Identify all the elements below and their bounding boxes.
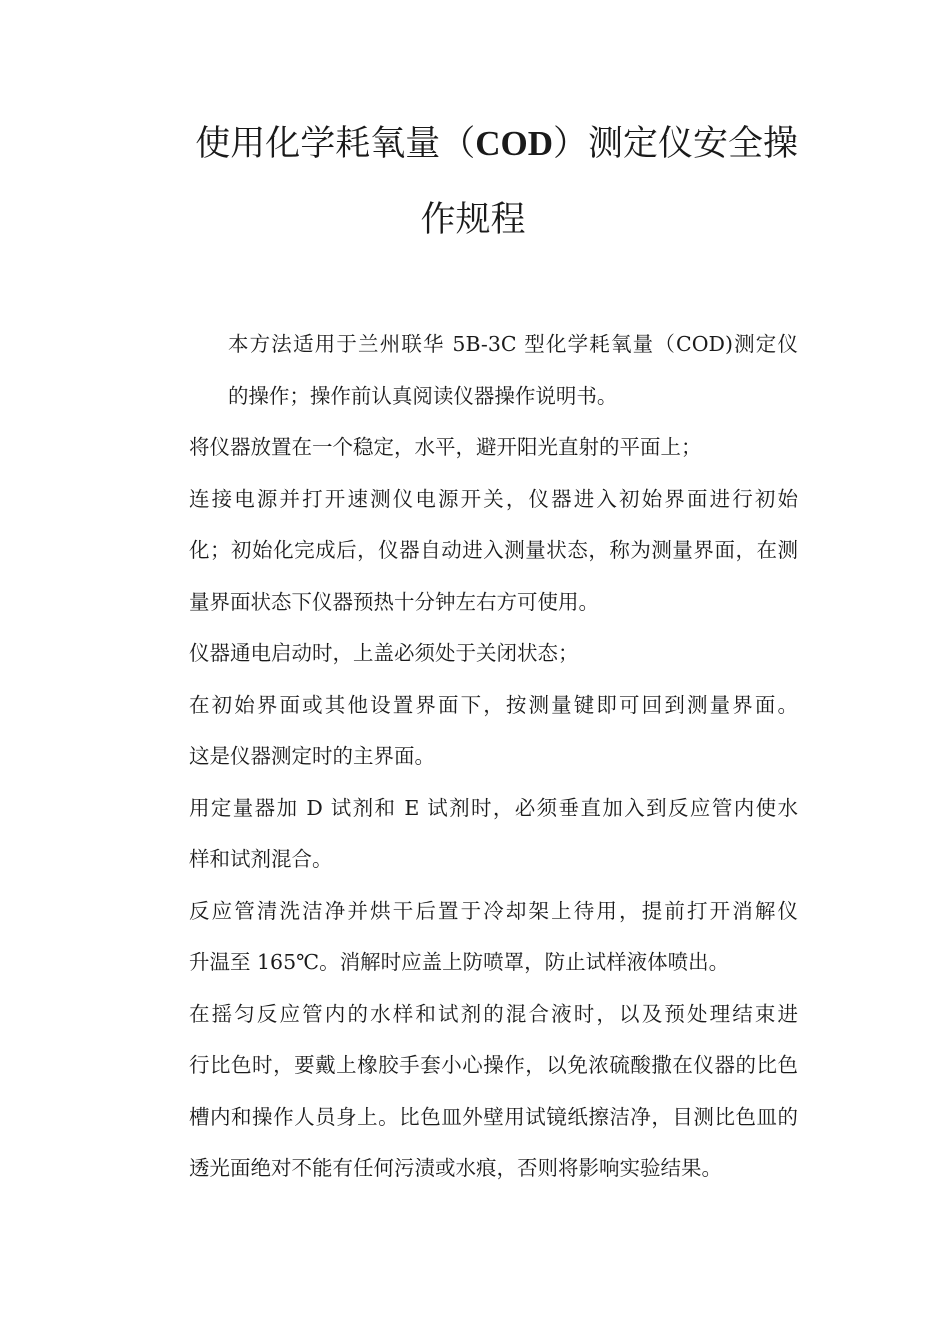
paragraph-line: 槽内和操作人员身上。比色皿外壁用试镜纸擦洁净，目测比色皿的	[189, 1104, 798, 1129]
paragraph-line: 用定量器加 D 试剂和 E 试剂时，必须垂直加入到反应管内使水	[189, 795, 798, 820]
paragraph-line: 升温至 165℃。消解时应盖上防喷罩，防止试样液体喷出。	[189, 950, 730, 974]
document-title-line-2: 作规程	[420, 200, 526, 240]
paragraph-line: 行比色时，要戴上橡胶手套小心操作，以免浓硫酸撒在仪器的比色	[189, 1053, 798, 1077]
paragraph-line: 量界面状态下仪器预热十分钟左右方可使用。	[189, 589, 599, 614]
document-body	[148, 319, 798, 1195]
paragraph-measure-key	[148, 680, 798, 783]
paragraph-line: 化；初始化完成后，仪器自动进入测量状态，称为测量界面，在测	[189, 538, 798, 562]
paragraph-power-on	[148, 474, 798, 629]
title-pre: 使用化学耗氧量（	[195, 124, 476, 164]
document-title-line-1	[148, 124, 798, 164]
paragraph-line: 本方法适用于兰州联华 5B-3C 型化学耗氧量（COD)测定仪	[227, 332, 798, 356]
paragraph-line: 透光面绝对不能有任何污渍或水痕，否则将影响实验结果。	[189, 1156, 722, 1180]
paragraph-line: 这是仪器测定时的主界面。	[189, 744, 435, 768]
paragraph-colorimetry	[148, 989, 798, 1195]
paragraph-line: 反应管清洗洁净并烘干后置于冷却架上待用，提前打开消解仪	[189, 898, 798, 923]
paragraph-line: 在摇匀反应管内的水样和试剂的混合液时，以及预处理结束进	[189, 1001, 798, 1026]
title-cod: COD	[475, 124, 553, 163]
paragraph-line: 仪器通电启动时，上盖必须处于关闭状态；	[189, 641, 579, 665]
paragraph-digestion	[148, 886, 798, 989]
paragraph-line: 将仪器放置在一个稳定，水平，避开阳光直射的平面上；	[189, 435, 702, 459]
paragraph-reagents	[148, 783, 798, 886]
title-post: ）测定仪安全操	[552, 124, 798, 164]
paragraph-line: 的操作；操作前认真阅读仪器操作说明书。	[227, 383, 618, 408]
paragraph-line: 在初始界面或其他设置界面下，按测量键即可回到测量界面。	[189, 692, 798, 717]
paragraph-placement	[148, 422, 798, 474]
paragraph-scope	[148, 319, 798, 422]
paragraph-line: 连接电源并打开速测仪电源开关，仪器进入初始界面进行初始	[189, 486, 798, 511]
paragraph-line: 样和试剂混合。	[189, 847, 333, 871]
paragraph-lid	[148, 628, 798, 680]
